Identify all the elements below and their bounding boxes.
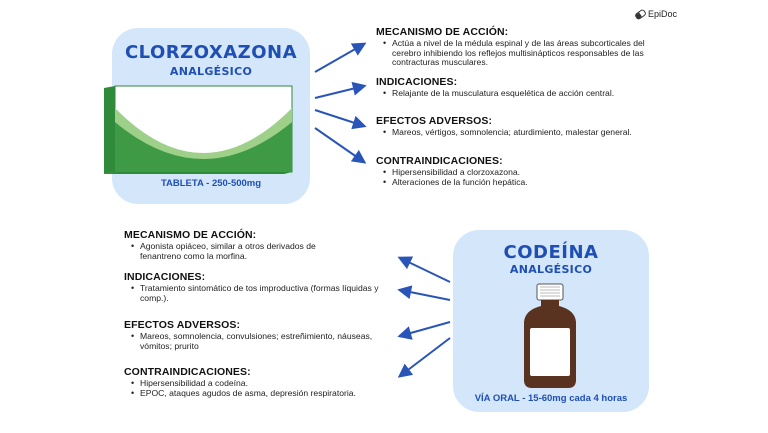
section-title: MECANISMO DE ACCIÓN:: [124, 229, 257, 241]
section-title: MECANISMO DE ACCIÓN:: [376, 26, 509, 38]
arrow-to-efectos-bottom: [400, 322, 450, 336]
tablet-illustration: [104, 86, 292, 174]
section-indicaciones-bottom: [124, 271, 379, 303]
drug-class-codeina: ANALGÉSICO: [509, 263, 593, 276]
list-item: • Relajante de la musculatura esquelética de acción central.: [392, 89, 666, 99]
arrow-to-mecanismo-top: [315, 44, 364, 72]
list-item: • Alteraciones de la función hepática.: [392, 178, 666, 188]
drug-class-clorzoxazona: ANALGÉSICO: [169, 65, 253, 78]
section-title: EFECTOS ADVERSOS:: [124, 319, 241, 331]
section-title: INDICACIONES:: [124, 271, 206, 283]
drug-title-codeina: CODEÍNA: [503, 242, 599, 263]
arrow-to-contra-bottom: [400, 338, 450, 376]
section-efectos-top: [376, 115, 651, 138]
list-item: • Agonista opiáceo, similar a otros derivados de fenantreno como la morfina.: [140, 242, 354, 261]
section-mecanismo-bottom: [124, 229, 354, 261]
arrow-to-contra-top: [315, 128, 364, 162]
list-item: • Tratamiento sintomático de tos improductiva (formas líquidas y comp.).: [140, 284, 379, 303]
brand-name: EpiDoc: [648, 9, 678, 19]
arrow-to-indicaciones-bottom: [400, 290, 450, 300]
list-item: • Actúa a nivel de la médula espinal y de las áreas subcorticales del cerebro inhibiendo los reflejos multisinápticos responsables de las contracturas musculares.: [392, 39, 666, 68]
list-item: • Hipersensibilidad a codeína.: [140, 379, 384, 389]
section-contra-bottom: [124, 366, 384, 398]
section-title: EFECTOS ADVERSOS:: [376, 115, 493, 127]
list-item: • Mareos, vértigos, somnolencia; aturdimiento, malestar general.: [392, 128, 651, 138]
bottle-illustration: [524, 284, 576, 388]
list-item: • Mareos, somnolencia, convulsiones; estreñimiento, náuseas, vómitos; prurito: [140, 332, 384, 351]
arrow-to-mecanismo-bottom: [400, 258, 450, 282]
arrow-to-indicaciones-top: [315, 86, 364, 98]
list-item: • EPOC, ataques agudos de asma, depresión respiratoria.: [140, 389, 384, 399]
drug-title-clorzoxazona: CLORZOXAZONA: [124, 42, 298, 63]
section-efectos-bottom: [124, 319, 384, 351]
section-indicaciones-top: [376, 76, 666, 99]
dose-clorzoxazona: TABLETA - 250-500mg: [160, 178, 262, 189]
section-contra-top: [376, 155, 666, 187]
section-mecanismo-top: [376, 26, 666, 68]
arrow-to-efectos-top: [315, 110, 364, 126]
section-title: INDICACIONES:: [376, 76, 458, 88]
dose-codeina: VÍA ORAL - 15-60mg cada 4 horas: [474, 393, 628, 404]
section-title: CONTRAINDICACIONES:: [376, 155, 503, 167]
list-item: • Hipersensibilidad a clorzoxazona.: [392, 168, 666, 178]
section-title: CONTRAINDICACIONES:: [124, 366, 251, 378]
